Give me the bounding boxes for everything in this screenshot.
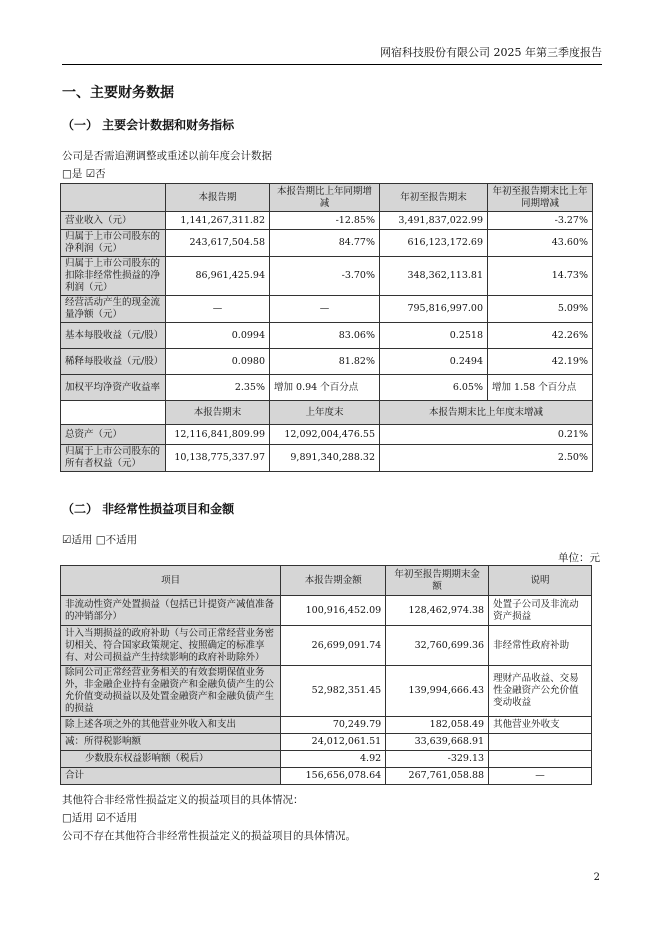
cell-value: 0.21%: [380, 425, 593, 445]
cell-value: 2.50%: [380, 445, 593, 472]
row-label: 经营活动产生的现金流量净额（元）: [61, 296, 166, 323]
cell-value: -3.27%: [488, 212, 593, 230]
subsection-title-nonrecurring: （二） 非经常性损益项目和金额: [62, 502, 235, 516]
table-row: [61, 626, 592, 666]
table-header-row: [61, 184, 593, 212]
cell-value: 26,699,091.74: [281, 626, 386, 666]
cell-value: 267,761,058.88: [386, 768, 489, 785]
row-label: 除上述各项之外的其他营业外收入和支出: [61, 717, 281, 734]
financial-data-table: [60, 183, 593, 472]
cell-value: 128,462,974.38: [386, 596, 489, 626]
row-label: 总资产（元）: [61, 425, 166, 445]
cell-value: 616,123,172.69: [380, 230, 488, 257]
cell-note: 理财产品收益、交易性金融资产公允价值变动收益: [489, 666, 592, 717]
row-label: 减：所得税影响额: [61, 734, 281, 751]
cell-value: 156,656,078.64: [281, 768, 386, 785]
cell-value: 243,617,504.58: [166, 230, 270, 257]
header-cell: 本报告期比上年同期增减: [270, 184, 380, 212]
restate-choice: □是 ☑否: [62, 168, 106, 180]
cell-value: 9,891,340,288.32: [270, 445, 380, 472]
table-row: [61, 666, 592, 717]
table-row: [61, 768, 592, 785]
table-row: [61, 375, 593, 401]
header-cell: 说明: [489, 566, 592, 596]
header-cell: [61, 184, 166, 212]
table-row: [61, 323, 593, 349]
cell-value: 2.35%: [166, 375, 270, 401]
row-label: 基本每股收益（元/股）: [61, 323, 166, 349]
cell-value: 4.92: [281, 751, 386, 768]
cell-value: 43.60%: [488, 230, 593, 257]
cell-value: -12.85%: [270, 212, 380, 230]
table-row: [61, 445, 593, 472]
cell-value: 0.2494: [380, 349, 488, 375]
cell-value: 32,760,699.36: [386, 626, 489, 666]
other-choice: □适用 ☑不适用: [62, 812, 138, 824]
row-label: 加权平均净资产收益率: [61, 375, 166, 401]
cell-value: 增加 0.94 个百分点: [270, 375, 380, 401]
cell-value: 0.0980: [166, 349, 270, 375]
cell-note: [489, 751, 592, 768]
other-statement: 公司不存在其他符合非经常性损益定义的损益项目的具体情况。: [62, 830, 356, 842]
row-label: 合计: [61, 768, 281, 785]
cell-value: 81.82%: [270, 349, 380, 375]
header-cell: 上年度末: [270, 401, 380, 425]
cell-value: 42.19%: [488, 349, 593, 375]
cell-value: 42.26%: [488, 323, 593, 349]
cell-note: [489, 734, 592, 751]
table-row: [61, 212, 593, 230]
cell-value: 0.2518: [380, 323, 488, 349]
cell-note: 其他营业外收支: [489, 717, 592, 734]
cell-value: 86,961,425.94: [166, 257, 270, 296]
cell-value: 12,116,841,809.99: [166, 425, 270, 445]
report-header: 网宿科技股份有限公司 2025 年第三季度报告: [380, 46, 602, 59]
table-row: [61, 425, 593, 445]
table-row: [61, 717, 592, 734]
cell-value: 12,092,004,476.55: [270, 425, 380, 445]
cell-value: 182,058.49: [386, 717, 489, 734]
table-row: [61, 751, 592, 768]
cell-note: 处置子公司及非流动资产损益: [489, 596, 592, 626]
other-question: 其他符合非经常性损益定义的损益项目的具体情况：: [62, 794, 304, 806]
header-cell: 本报告期金额: [281, 566, 386, 596]
header-cell: 本报告期末比上年度末增减: [380, 401, 593, 425]
row-label: 非流动性资产处置损益（包括已计提资产减值准备的冲销部分）: [61, 596, 281, 626]
header-rule: [62, 64, 602, 65]
table-row: [61, 596, 592, 626]
header-cell-empty: [61, 401, 166, 425]
table-header-row: [61, 401, 593, 425]
cell-note: 非经常性政府补助: [489, 626, 592, 666]
header-cell: 年初至报告期期末金额: [386, 566, 489, 596]
cell-note: —: [489, 768, 592, 785]
cell-value: 14.73%: [488, 257, 593, 296]
cell-value: —: [166, 296, 270, 323]
cell-value: 3,491,837,022.99: [380, 212, 488, 230]
cell-value: 33,639,668.91: [386, 734, 489, 751]
cell-value: 52,982,351.45: [281, 666, 386, 717]
table-row: [61, 296, 593, 323]
cell-value: 83.06%: [270, 323, 380, 349]
page-number: 2: [593, 872, 600, 883]
cell-value: 5.09%: [488, 296, 593, 323]
header-cell: 项目: [61, 566, 281, 596]
row-label: 稀释每股收益（元/股）: [61, 349, 166, 375]
row-label: 计入当期损益的政府补助（与公司正常经营业务密切相关、符合国家政策规定、按照确定的标准享有、对公司损益产生持续影响的政府补助除外）: [61, 626, 281, 666]
cell-value: 1,141,267,311.82: [166, 212, 270, 230]
table-row: [61, 349, 593, 375]
cell-value: 0.0994: [166, 323, 270, 349]
header-cell: 本报告期末: [166, 401, 270, 425]
cell-value: 6.05%: [380, 375, 488, 401]
cell-value: -3.70%: [270, 257, 380, 296]
table-row: [61, 257, 593, 296]
row-label: 归属于上市公司股东的扣除非经常性损益的净利润（元）: [61, 257, 166, 296]
cell-value: 10,138,775,337.97: [166, 445, 270, 472]
row-label: 除同公司正常经营业务相关的有效套期保值业务外，非金融企业持有金融资产和金融负债产生的公允价值变动损益以及处置金融资产和金融负债产生的损益: [61, 666, 281, 717]
table-header-row: [61, 566, 592, 596]
subsection-title-accounting: （一） 主要会计数据和财务指标: [62, 118, 235, 132]
cell-value: 348,362,113.81: [380, 257, 488, 296]
unit-label: 单位：元: [558, 552, 600, 564]
cell-value: 84.77%: [270, 230, 380, 257]
nonrecurring-table: [60, 565, 592, 785]
row-label: 少数股东权益影响额（税后）: [61, 751, 281, 768]
cell-value: 795,816,997.00: [380, 296, 488, 323]
row-label: 归属于上市公司股东的所有者权益（元）: [61, 445, 166, 472]
table-row: [61, 230, 593, 257]
cell-value: 24,012,061.51: [281, 734, 386, 751]
cell-value: 70,249.79: [281, 717, 386, 734]
row-label: 归属于上市公司股东的净利润（元）: [61, 230, 166, 257]
cell-value: 100,916,452.09: [281, 596, 386, 626]
restate-question: 公司是否需追溯调整或重述以前年度会计数据: [62, 150, 272, 162]
cell-value: 增加 1.58 个百分点: [488, 375, 593, 401]
cell-value: —: [270, 296, 380, 323]
header-cell: 年初至报告期末: [380, 184, 488, 212]
cell-value: -329.13: [386, 751, 489, 768]
table-row: [61, 734, 592, 751]
apply-choice: ☑适用 □不适用: [62, 534, 138, 546]
row-label: 营业收入（元）: [61, 212, 166, 230]
cell-value: 139,994,666.43: [386, 666, 489, 717]
header-cell: 年初至报告期末比上年同期增减: [488, 184, 593, 212]
header-cell: 本报告期: [166, 184, 270, 212]
section-title: 一、主要财务数据: [62, 85, 174, 101]
